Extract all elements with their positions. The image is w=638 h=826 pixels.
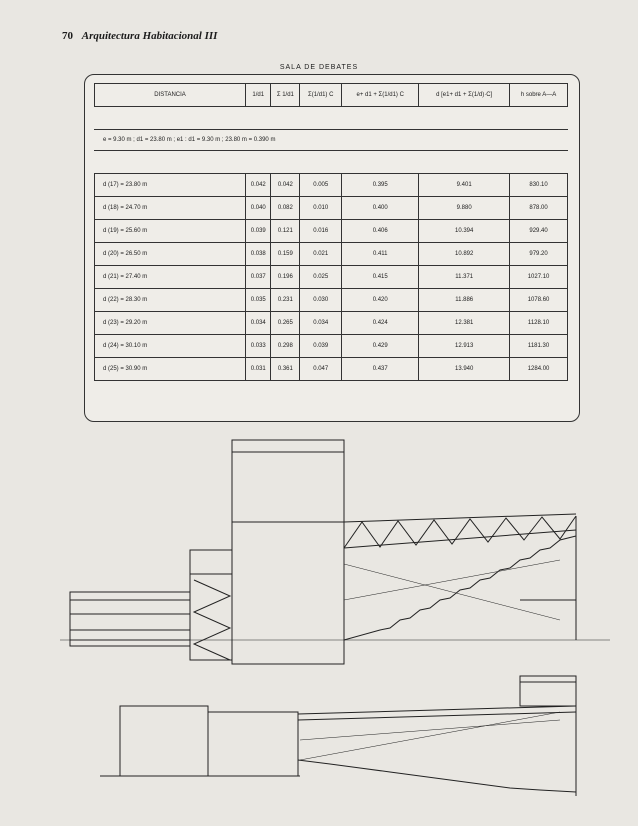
value-cell: 0.400 (342, 197, 419, 220)
value-cell: 1284.00 (510, 358, 568, 381)
distance-cell: d (17) = 23.80 m (95, 174, 246, 197)
value-cell: 0.039 (246, 220, 271, 243)
value-cell: 11.371 (419, 266, 510, 289)
column-header: DISTANCIA (95, 84, 246, 107)
lower-section-drawing (100, 676, 576, 796)
column-header: 1/d1 (246, 84, 271, 107)
distance-cell: d (20) = 26.50 m (95, 243, 246, 266)
value-cell: 0.035 (246, 289, 271, 312)
distance-cell: d (18) = 24.70 m (95, 197, 246, 220)
column-header: h sobre A—A (510, 84, 568, 107)
page-number: 70 (62, 30, 73, 42)
column-header: Σ 1/d1 (271, 84, 300, 107)
value-cell: 9.401 (419, 174, 510, 197)
column-header: d [e1+ d1 + Σ(1/d)·C] (419, 84, 510, 107)
value-cell: 0.021 (300, 243, 342, 266)
value-cell: 0.030 (300, 289, 342, 312)
value-cell: 0.005 (300, 174, 342, 197)
value-cell: 0.437 (342, 358, 419, 381)
value-cell: 0.082 (271, 197, 300, 220)
value-cell: 11.886 (419, 289, 510, 312)
value-cell: 0.429 (342, 335, 419, 358)
column-header: Σ(1/d1) C (300, 84, 342, 107)
distance-cell: d (19) = 25.60 m (95, 220, 246, 243)
value-cell: 0.265 (271, 312, 300, 335)
value-cell: 0.411 (342, 243, 419, 266)
value-cell: 0.038 (246, 243, 271, 266)
distance-cell: d (25) = 30.90 m (95, 358, 246, 381)
value-cell: 0.034 (300, 312, 342, 335)
value-cell: 9.880 (419, 197, 510, 220)
value-cell: 0.420 (342, 289, 419, 312)
distance-cell: d (23) = 29.20 m (95, 312, 246, 335)
value-cell: 10.892 (419, 243, 510, 266)
table-title: SALA DE DEBATES (279, 64, 359, 71)
value-cell: 0.025 (300, 266, 342, 289)
value-cell: 878.00 (510, 197, 568, 220)
value-cell: 0.042 (271, 174, 300, 197)
value-cell: 12.913 (419, 335, 510, 358)
value-cell: 979.20 (510, 243, 568, 266)
value-cell: 929.40 (510, 220, 568, 243)
value-cell: 0.415 (342, 266, 419, 289)
value-cell: 0.039 (300, 335, 342, 358)
distance-cell: d (21) = 27.40 m (95, 266, 246, 289)
value-cell: 0.361 (271, 358, 300, 381)
value-cell: 0.406 (342, 220, 419, 243)
value-cell: 1027.10 (510, 266, 568, 289)
value-cell: 0.196 (271, 266, 300, 289)
book-title: Arquitectura Habitacional III (81, 30, 218, 42)
formula-text: e = 9.30 m ; d1 = 23.80 m ; e1 : d1 = 9.30 m ; 23.80 m = 0.390 m (95, 130, 568, 151)
upper-section-drawing (60, 440, 610, 664)
value-cell: 13.940 (419, 358, 510, 381)
value-cell: 0.159 (271, 243, 300, 266)
value-cell: 0.231 (271, 289, 300, 312)
value-cell: 1078.60 (510, 289, 568, 312)
value-cell: 830.10 (510, 174, 568, 197)
value-cell: 0.016 (300, 220, 342, 243)
value-cell: 0.040 (246, 197, 271, 220)
value-cell: 1128.10 (510, 312, 568, 335)
distance-cell: d (24) = 30.10 m (95, 335, 246, 358)
value-cell: 0.424 (342, 312, 419, 335)
value-cell: 1181.30 (510, 335, 568, 358)
value-cell: 0.042 (246, 174, 271, 197)
value-cell: 0.047 (300, 358, 342, 381)
value-cell: 0.037 (246, 266, 271, 289)
value-cell: 0.010 (300, 197, 342, 220)
value-cell: 0.121 (271, 220, 300, 243)
column-header: e+ d1 + Σ(1/d1) C (342, 84, 419, 107)
value-cell: 0.395 (342, 174, 419, 197)
value-cell: 0.034 (246, 312, 271, 335)
distance-cell: d (22) = 28.30 m (95, 289, 246, 312)
value-cell: 10.394 (419, 220, 510, 243)
value-cell: 0.031 (246, 358, 271, 381)
value-cell: 0.033 (246, 335, 271, 358)
value-cell: 12.381 (419, 312, 510, 335)
value-cell: 0.298 (271, 335, 300, 358)
